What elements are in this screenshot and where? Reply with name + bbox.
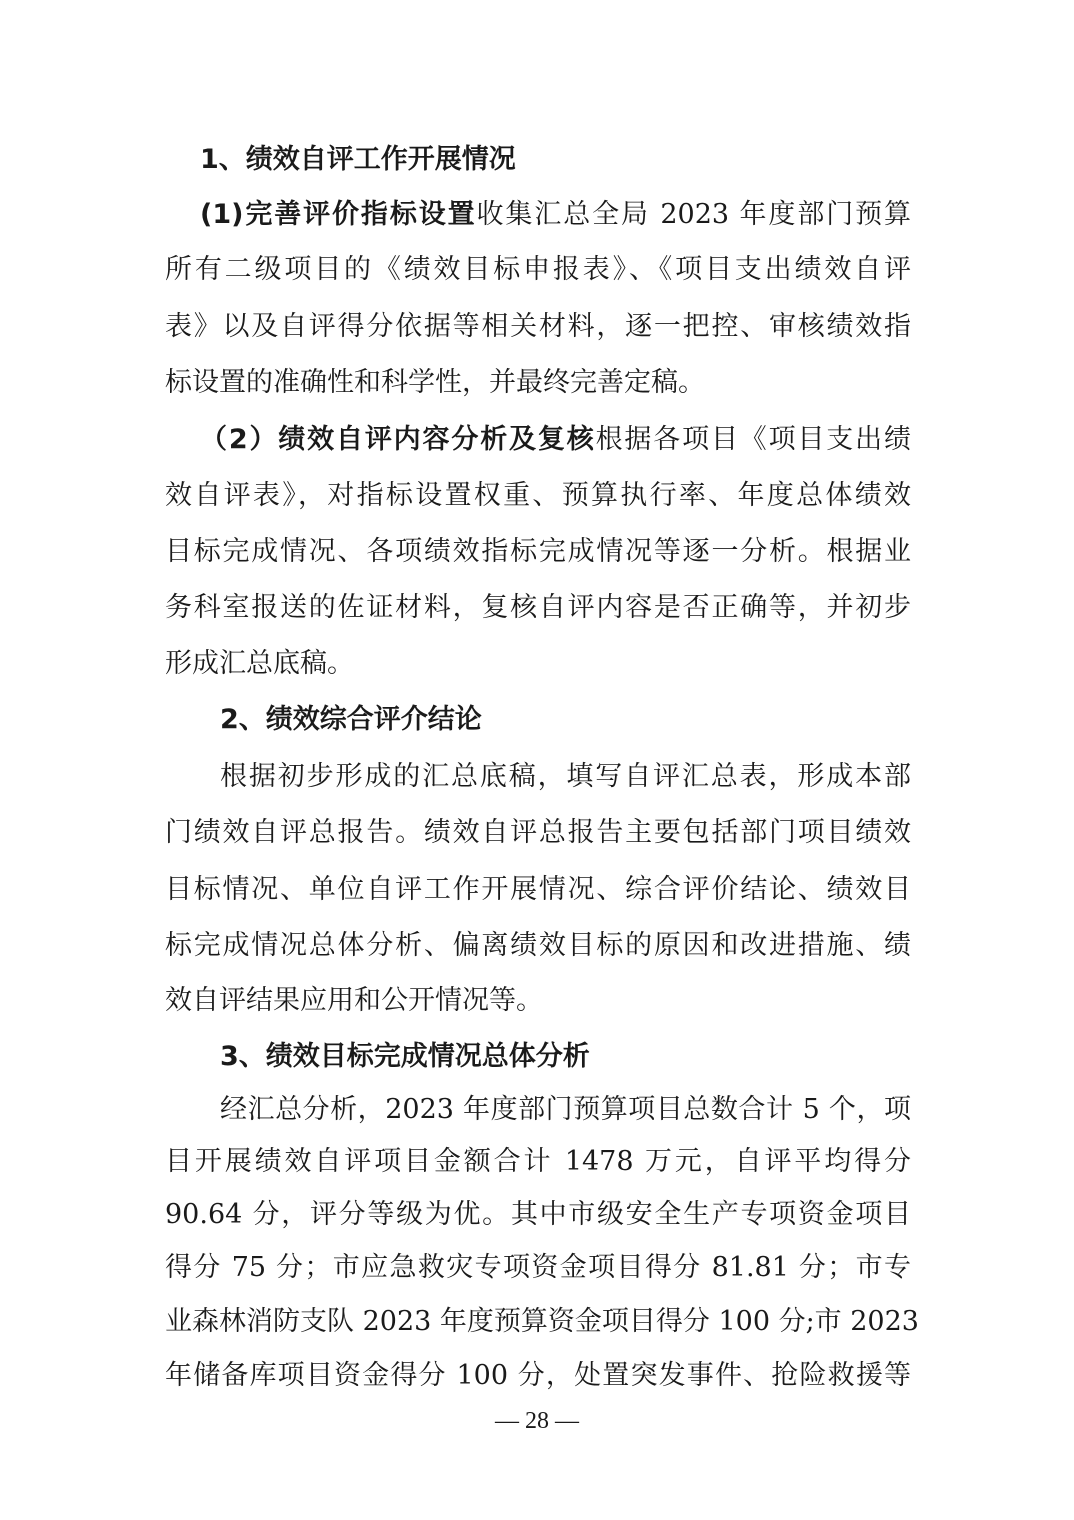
paragraph-line [165, 532, 911, 572]
paragraph-line [165, 813, 911, 853]
paragraph-line [220, 757, 911, 797]
paragraph-line [165, 1248, 911, 1288]
bold-subheading-text: （2）绩效自评内容分析及复核 [200, 424, 596, 455]
body-text: 标设置的准确性和科学性，并最终完善定稿。 [165, 367, 705, 398]
paragraph-line [165, 1302, 919, 1342]
body-text: 根据初步形成的汇总底稿，填写自评汇总表，形成本部 [220, 761, 911, 792]
section-heading [220, 1037, 911, 1077]
paragraph-line [165, 644, 911, 684]
bold-subheading-text: (1)完善评价指标设置 [200, 199, 477, 230]
paragraph-line [165, 1142, 911, 1182]
paragraph-line [165, 476, 911, 516]
body-text: 所有二级项目的《绩效目标申报表》、《项目支出绩效自评 [165, 254, 911, 285]
paragraph-line [220, 1090, 911, 1130]
body-text: 根据各项目《项目支出绩 [595, 424, 911, 455]
body-text: 90.64 分，评分等级为优。其中市级安全生产专项资金项目 [165, 1199, 911, 1230]
body-text: 目标完成情况、各项绩效指标完成情况等逐一分析。根据业 [165, 536, 911, 567]
paragraph-line [165, 307, 911, 347]
paragraph-line [165, 981, 911, 1021]
body-text: 经汇总分析，2023 年度部门预算项目总数合计 5 个，项 [220, 1094, 911, 1125]
body-text: 表》以及自评得分依据等相关材料，逐一把控、审核绩效指 [165, 311, 911, 342]
body-text: 目开展绩效自评项目金额合计 1478 万元，自评平均得分 [165, 1146, 911, 1177]
body-text: 标完成情况总体分析、偏离绩效目标的原因和改进措施、绩 [165, 930, 911, 961]
paragraph-line [165, 588, 911, 628]
body-text: 得分 75 分；市应急救灾专项资金项目得分 81.81 分；市专 [165, 1252, 911, 1283]
section-heading [200, 140, 911, 180]
body-text: 年储备库项目资金得分 100 分，处置突发事件、抢险救援等 [165, 1360, 911, 1391]
bold-subheading-text: 2、绩效综合评介结论 [220, 704, 482, 735]
paragraph-line [200, 420, 911, 460]
section-heading [220, 700, 911, 740]
body-text: 效自评表》，对指标设置权重、预算执行率、年度总体绩效 [165, 480, 911, 511]
paragraph-line [165, 1195, 911, 1235]
bold-subheading-text: 1、绩效自评工作开展情况 [200, 144, 516, 175]
body-text: 目标情况、单位自评工作开展情况、综合评价结论、绩效目 [165, 874, 911, 905]
paragraph-line [200, 195, 911, 235]
paragraph-line [165, 926, 911, 966]
paragraph-line [165, 1356, 911, 1396]
body-text: 收集汇总全局 2023 年度部门预算 [476, 199, 911, 230]
paragraph-line [165, 250, 911, 290]
paragraph-line [165, 363, 911, 403]
paragraph-line [165, 870, 911, 910]
body-text: 务科室报送的佐证材料，复核自评内容是否正确等，并初步 [165, 592, 911, 623]
body-text: 形成汇总底稿。 [165, 648, 354, 679]
page-number: — 28 — [495, 1408, 579, 1434]
body-text: 效自评结果应用和公开情况等。 [165, 985, 543, 1016]
body-text: 业森林消防支队 2023 年度预算资金项目得分 100 分;市 2023 [165, 1306, 919, 1337]
bold-subheading-text: 3、绩效目标完成情况总体分析 [220, 1041, 590, 1072]
body-text: 门绩效自评总报告。绩效自评总报告主要包括部门项目绩效 [165, 817, 911, 848]
